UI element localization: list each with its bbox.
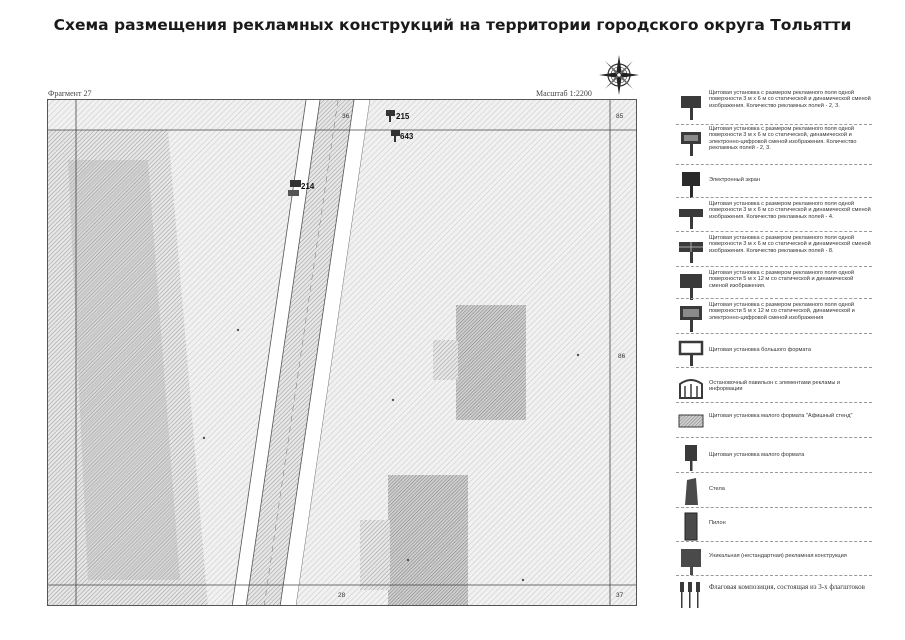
legend-item [676, 201, 872, 233]
sheet-number-bottom-right: 37 [616, 592, 624, 599]
brandmauer-icon [678, 409, 704, 439]
legend-item [676, 90, 872, 122]
scale-label: Масштаб 1:2200 [536, 89, 592, 98]
legend-item [676, 270, 872, 300]
billboard-label-214[interactable]: 214 [301, 182, 315, 191]
legend-text: Стела [709, 486, 725, 492]
legend-item [676, 337, 872, 367]
legend-text: Щитовая установка малого формата "Афишный стенд" [709, 413, 853, 419]
legend-item [676, 168, 872, 198]
legend-text: Щитовая установка большого формата [709, 347, 811, 353]
pylon-icon [678, 512, 704, 542]
legend-text: Щитовая установка с размером рекламного поля одной поверхности 3 м х 6 м со статической и динамической сменой изображения. Количество рекламных полей - 8. [709, 235, 871, 254]
compass-rose-icon [598, 54, 640, 96]
legend-text: Пилон [709, 520, 726, 526]
sheet-number-bottom: 28 [338, 592, 346, 599]
sheet-number-right: 86 [618, 353, 626, 360]
legend-item [676, 441, 872, 469]
legend-text: Остановочный павильон с элементами рекламы и информации [709, 380, 841, 393]
fragment-label: Фрагмент 27 [48, 89, 92, 98]
billboard-3x6-eight-icon [678, 237, 704, 267]
stela-icon [678, 477, 704, 507]
legend-item [676, 407, 872, 435]
legend-item [676, 510, 872, 538]
legend-item [676, 475, 872, 503]
central-building [456, 305, 526, 420]
central-building-annex [433, 340, 458, 380]
legend-text: Флаговая композиция, состоящая из 3-х флагштоков [709, 583, 865, 591]
legend-text: Электронный экран [709, 177, 760, 183]
page-title: Схема размещения рекламных конструкций на территории городского округа Тольятти [53, 16, 852, 34]
bottom-building [388, 475, 468, 606]
sheet-number-top: 36 [342, 113, 350, 120]
bottom-building-annex [360, 520, 390, 590]
map-view[interactable] [47, 99, 637, 606]
legend-item [676, 302, 872, 334]
flag-composition-icon [678, 580, 704, 610]
legend-item [676, 545, 872, 575]
electronic-screen-icon [678, 170, 704, 200]
legend-item [676, 578, 872, 608]
billboard-3x6-static-icon [678, 92, 704, 122]
pavilion-icon [678, 374, 704, 404]
billboard-5x12-digital-icon [678, 304, 704, 334]
legend-text: Щитовая установка с размером рекламного поля одной поверхности 3 м х 6 м со статической и динамической сменой изображения. Количество рекламных полей - 2, 3. [709, 90, 871, 109]
billboard-label-643[interactable]: 643 [400, 132, 414, 141]
billboard-label-215[interactable]: 215 [396, 112, 410, 121]
legend-text: Щитовая установка с размером рекламного поля одной поверхности 5 м х 12 м со статической, динамической и электронно-цифровой сменой изображения [709, 302, 855, 321]
unique-structure-icon [678, 547, 704, 577]
billboard-3x6-digital-icon [678, 128, 704, 158]
legend-item [676, 235, 872, 267]
legend-text: Щитовая установка с размером рекламного поля одной поверхности 3 м х 6 м со статической и динамической сменой изображения. Количество рекламных полей - 4. [709, 201, 871, 220]
legend-text: Щитовая установка с размером рекламного поля одной поверхности 5 м х 12 м со статической и динамической сменой изображения. [709, 270, 854, 289]
large-format-icon [678, 339, 704, 369]
small-format-icon [678, 443, 704, 473]
sheet-number-top-right: 85 [616, 113, 624, 120]
legend-text: Щитовая установка с размером рекламного поля одной поверхности 3 м х 6 м со статической, динамической и электронно-цифровой сменой изображения. Количество рекламных полей - 2, 3. [709, 126, 857, 151]
legend-text: Щитовая установка малого формата [709, 452, 805, 458]
map-canvas [48, 100, 637, 606]
legend-text: Уникальная (нестандартная) рекламная конструкция [709, 553, 847, 559]
legend-item [676, 126, 872, 162]
legend-item [676, 372, 872, 402]
billboard-3x6-four-icon [678, 203, 704, 233]
